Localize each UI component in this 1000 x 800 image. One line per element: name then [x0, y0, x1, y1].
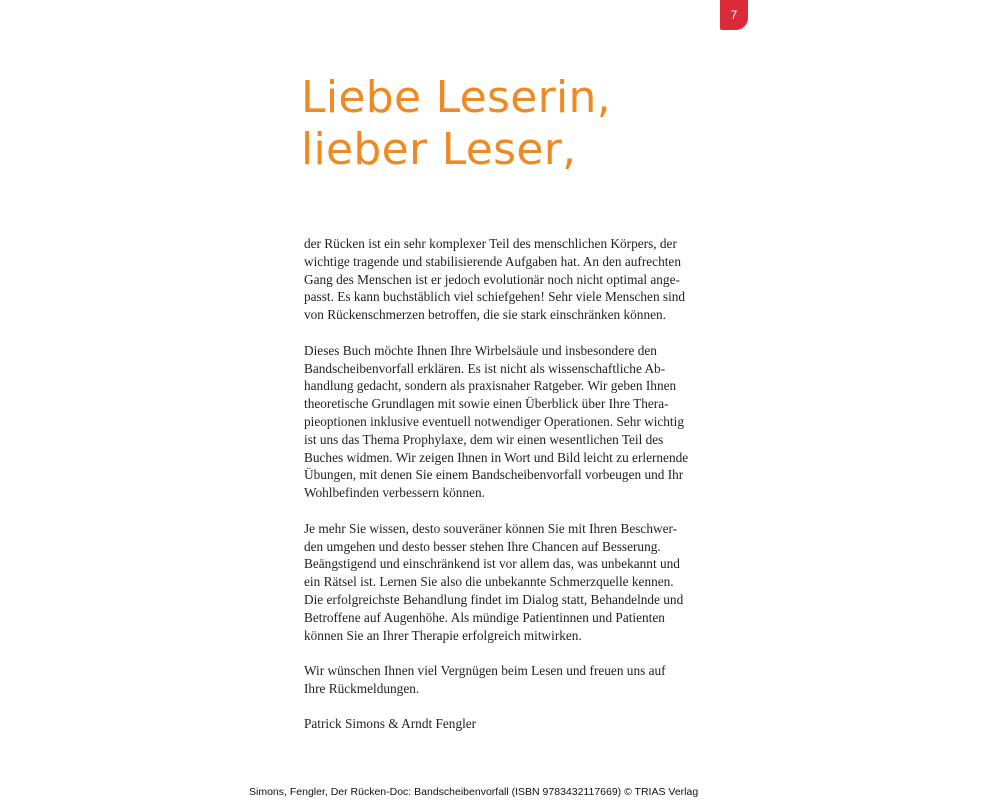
paragraph-line: Bandscheibenvorfall erklären. Es ist nicht als wissenschaftliche Ab- — [304, 360, 666, 376]
paragraph-line: Die erfolgreichste Behandlung findet im Dialog statt, Behandelnde und — [304, 591, 684, 607]
paragraph-line: Ihre Rückmeldungen. — [304, 680, 420, 696]
letter-body — [304, 235, 724, 716]
paragraph-line: können Sie an Ihrer Therapie erfolgreich mitwirken. — [304, 627, 582, 643]
paragraph-line: theoretische Grundlagen mit sowie einen Überblick über Ihre Thera- — [304, 396, 669, 412]
signature: Patrick Simons & Arndt Fengler — [304, 716, 477, 731]
paragraph-line: Buches widmen. Wir zeigen Ihnen in Wort und Bild leicht zu erlernende — [304, 449, 689, 465]
paragraph — [304, 235, 724, 324]
paragraph-line: handlung gedacht, sondern als praxisnaher Ratgeber. Wir geben Ihnen — [304, 378, 677, 394]
page-number-badge — [720, 0, 748, 30]
paragraph-line: Übungen, mit denen Sie einem Bandscheibenvorfall vorbeugen und Ihr — [304, 467, 684, 483]
paragraph — [304, 662, 724, 698]
title-line-2: lieber Leser, — [301, 124, 577, 175]
paragraph-line: von Rückenschmerzen betroffen, die sie stark einschränken können. — [304, 307, 666, 323]
paragraph-line: Betroffene auf Augenhöhe. Als mündige Patientinnen und Patienten — [304, 609, 665, 625]
paragraph-line: passt. Es kann buchstäblich viel schiefgehen! Sehr viele Menschen sind — [304, 289, 686, 305]
paragraph — [304, 342, 724, 502]
paragraph-line: ist uns das Thema Prophylaxe, dem wir einen wesentlichen Teil des — [304, 431, 664, 447]
paragraph-line: pieoptionen inklusive eventuell notwendiger Operationen. Sehr wichtig — [304, 413, 684, 429]
title-line-1: Liebe Leserin, — [301, 72, 611, 123]
paragraph-line: Gang des Menschen ist er jedoch evolutionär noch nicht optimal ange- — [304, 271, 680, 287]
paragraph-line: Wir wünschen Ihnen viel Vergnügen beim Lesen und freuen uns auf — [304, 663, 666, 679]
page-number: 7 — [730, 8, 738, 22]
letter-title — [301, 72, 611, 176]
paragraph-line: Je mehr Sie wissen, desto souveräner können Sie mit Ihren Beschwer- — [304, 520, 678, 536]
paragraph — [304, 520, 724, 645]
paragraph-line: Dieses Buch möchte Ihnen Ihre Wirbelsäule und insbesondere den — [304, 342, 657, 358]
paragraph-line: ein Rätsel ist. Lernen Sie also die unbekannte Schmerzquelle kennen. — [304, 574, 674, 590]
paragraph-line: wichtige tragende und stabilisierende Aufgaben hat. An den aufrechten — [304, 253, 681, 269]
paragraph-line: der Rücken ist ein sehr komplexer Teil des menschlichen Körpers, der — [304, 236, 677, 251]
paragraph-line: Beängstigend und einschränkend ist vor allem das, was unbekannt und — [304, 556, 680, 572]
footer-citation: Simons, Fengler, Der Rücken-Doc: Bandscheibenvorfall (ISBN 9783432117669) © TRIAS Verlag — [249, 786, 699, 798]
paragraph-line: den umgehen und desto besser stehen Ihre Chancen auf Besserung. — [304, 538, 661, 554]
paragraph-line: Wohlbefinden verbessern können. — [304, 485, 485, 501]
